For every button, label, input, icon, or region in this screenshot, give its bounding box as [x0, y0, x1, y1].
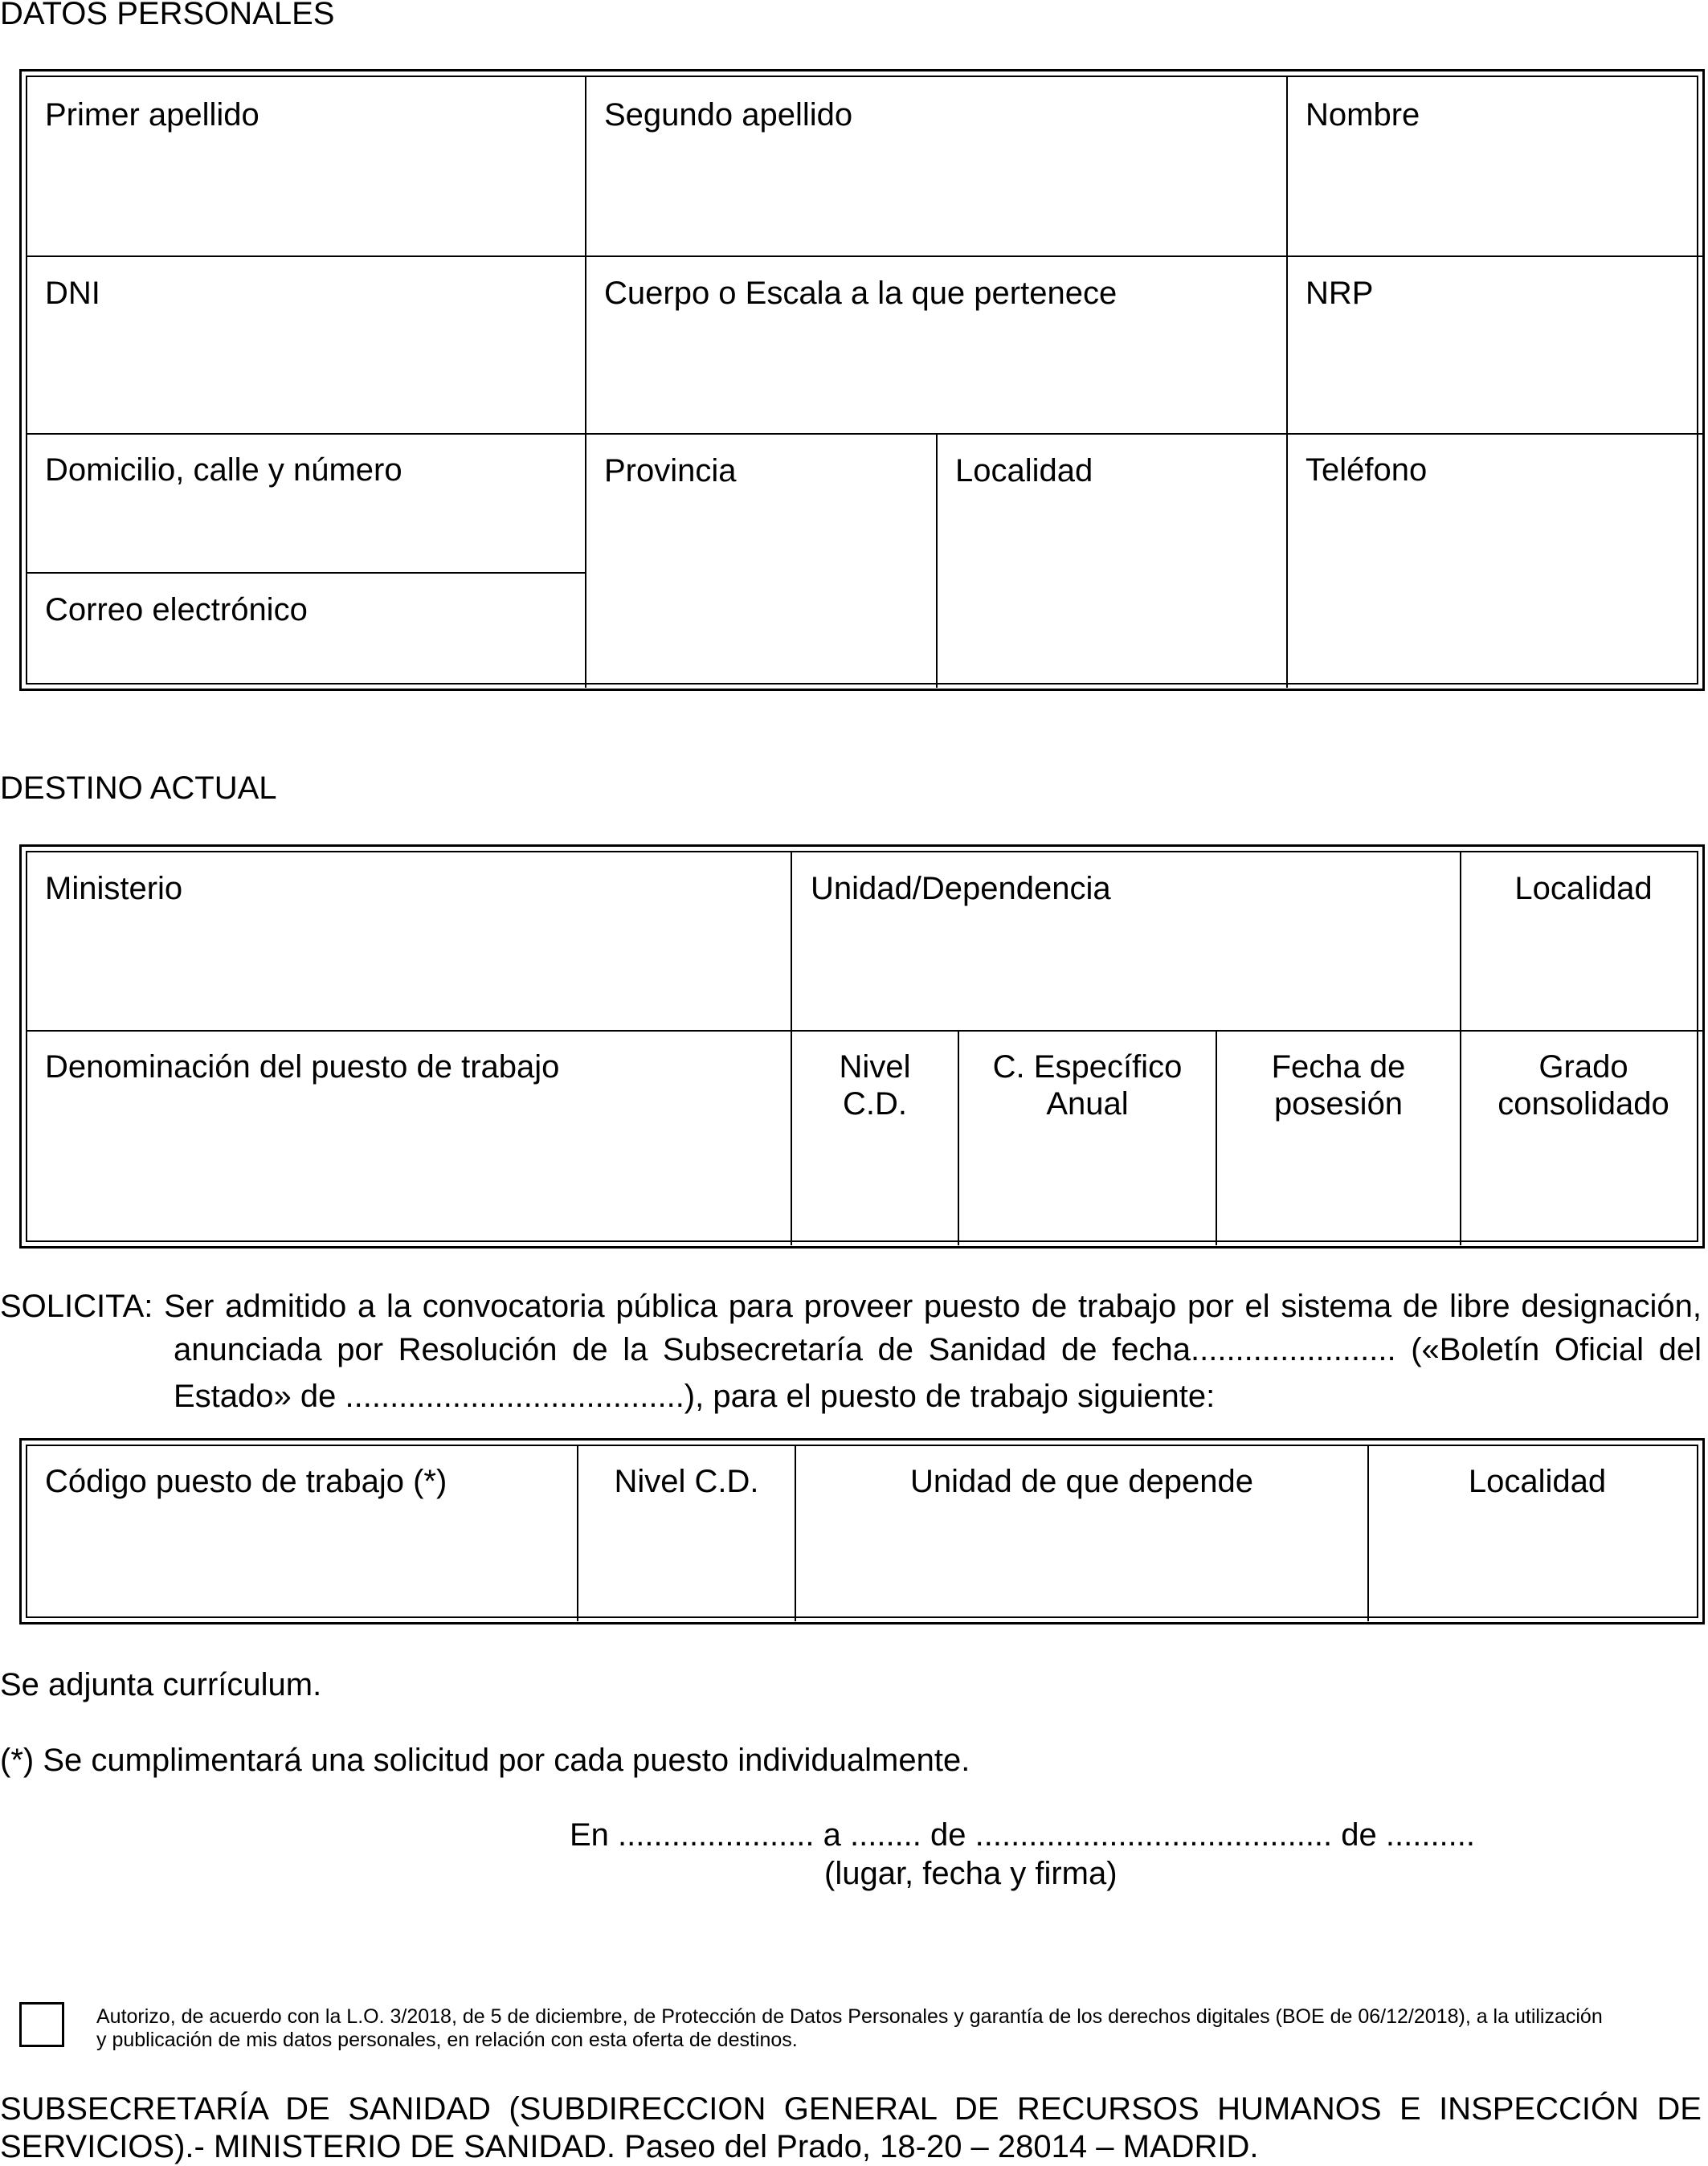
section-heading-datos-personales: DATOS PERSONALES: [0, 0, 335, 31]
field-unidad-depende[interactable]: Unidad de que depende: [909, 1464, 1254, 1499]
footer-address-line-1: SUBSECRETARÍA DE SANIDAD (SUBDIRECCION GENERAL DE RECURSOS HUMANOS E INSPECCIÓN DE: [0, 2091, 1702, 2127]
field-telefono[interactable]: Teléfono: [1306, 452, 1428, 488]
consent-text-line-1: Autorizo, de acuerdo con la L.O. 3/2018, de 5 de diciembre, de Protección de Datos Personales y garantía de los derechos digitales (BOE de 06/12/2018), a la utilización: [96, 2005, 1603, 2028]
field-dni[interactable]: DNI: [45, 276, 100, 311]
field-localidad-puesto[interactable]: Localidad: [1468, 1464, 1607, 1499]
consent-text-line-2: y publicación de mis datos personales, en relación con esta oferta de destinos.: [96, 2029, 798, 2051]
field-nivel-cd-puesto[interactable]: Nivel C.D.: [614, 1464, 759, 1499]
field-nombre[interactable]: Nombre: [1306, 97, 1420, 133]
field-localidad-destino[interactable]: Localidad: [1514, 871, 1653, 906]
signature-line[interactable]: En ...................... a ........ de ........................................ de ..........: [570, 1817, 1476, 1853]
field-nivel-cd-line1: Nivel: [839, 1049, 911, 1085]
field-ministerio[interactable]: Ministerio: [45, 871, 183, 906]
field-fecha-posesion-line2: posesión: [1273, 1086, 1404, 1122]
section-heading-destino-actual: DESTINO ACTUAL: [0, 770, 277, 806]
destino-actual-table: [19, 844, 1705, 1249]
consent-checkbox[interactable]: [19, 2002, 64, 2047]
field-segundo-apellido[interactable]: Segundo apellido: [604, 97, 853, 133]
field-codigo-puesto[interactable]: Código puesto de trabajo (*): [45, 1464, 447, 1499]
field-fecha-posesion-line1: Fecha de: [1271, 1049, 1406, 1085]
puesto-solicitado-table: [19, 1438, 1705, 1624]
field-correo[interactable]: Correo electrónico: [45, 592, 308, 627]
field-domicilio[interactable]: Domicilio, calle y número: [45, 452, 402, 488]
solicita-line-2: anunciada por Resolución de la Subsecretaría de Sanidad de fecha....................... («Boletín Oficial del: [174, 1332, 1702, 1367]
asterisk-note: (*) Se cumplimentará una solicitud por cada puesto individualmente.: [0, 1743, 970, 1778]
field-denominacion-puesto[interactable]: Denominación del puesto de trabajo: [45, 1049, 560, 1085]
field-grado-line1: Grado: [1538, 1049, 1628, 1085]
footer-address-line-2: SERVICIOS).- MINISTERIO DE SANIDAD. Paseo del Prado, 18-20 – 28014 – MADRID.: [0, 2129, 1259, 2164]
solicita-line-1: SOLICITA: Ser admitido a la convocatoria pública para proveer puesto de trabajo por el sistema de libre designación,: [0, 1289, 1702, 1324]
field-nrp[interactable]: NRP: [1306, 276, 1374, 311]
field-unidad-dependencia[interactable]: Unidad/Dependencia: [811, 871, 1111, 906]
field-c-especifico-line2: Anual: [1046, 1086, 1129, 1122]
field-nivel-cd-line2: C.D.: [843, 1086, 907, 1122]
field-grado-line2: consolidado: [1498, 1086, 1669, 1122]
field-provincia[interactable]: Provincia: [604, 453, 737, 488]
datos-personales-table: [19, 69, 1705, 691]
field-localidad[interactable]: Localidad: [955, 453, 1093, 488]
solicita-line-3: Estado» de ......................................), para el puesto de trabajo siguiente:: [174, 1379, 1216, 1414]
field-c-especifico-line1: C. Específico: [992, 1049, 1183, 1085]
curriculum-note: Se adjunta currículum.: [0, 1667, 322, 1702]
signature-caption: (lugar, fecha y firma): [824, 1856, 1118, 1891]
field-primer-apellido[interactable]: Primer apellido: [45, 97, 259, 133]
field-cuerpo-escala[interactable]: Cuerpo o Escala a la que pertenece: [604, 276, 1118, 311]
